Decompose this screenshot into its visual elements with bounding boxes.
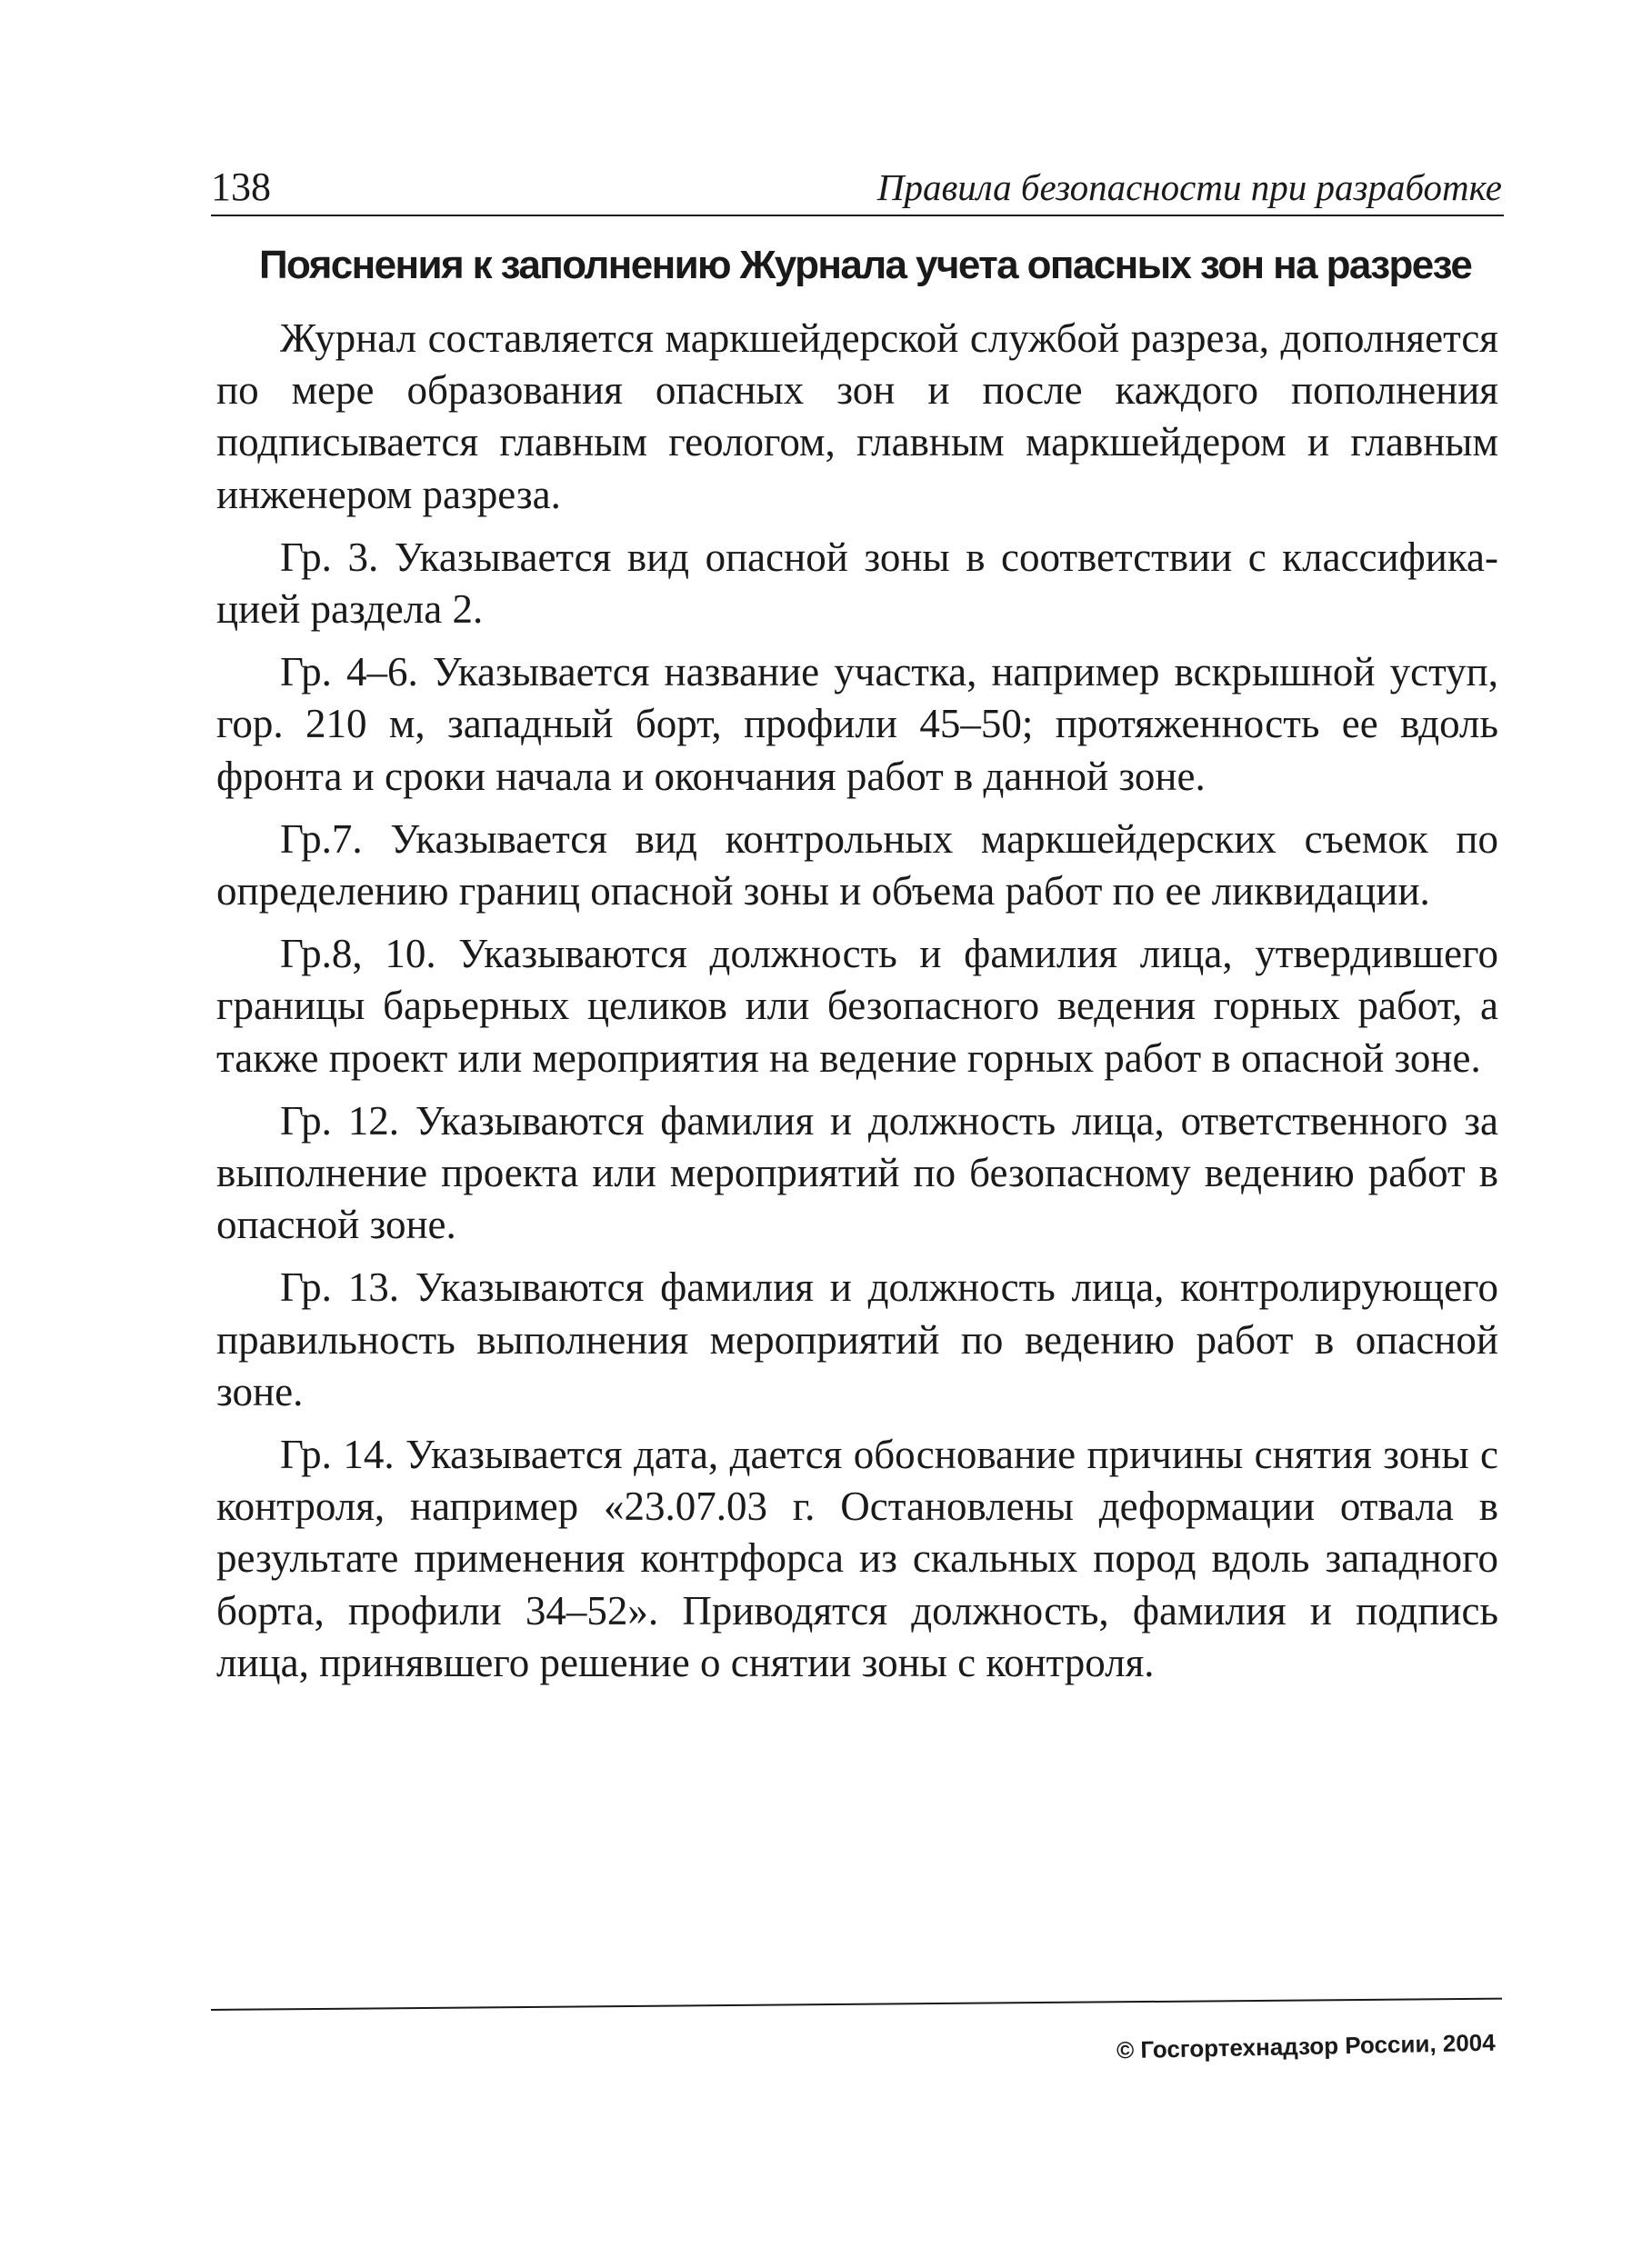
- paragraph-column-13: Гр. 13. Указываются фамилия и должность лица, контролирующего правильность выполнения мероприятий по ведению работ в опасной зоне.: [216, 1264, 1498, 1414]
- paragraph-columns-8-10: Гр.8, 10. Указываются должность и фамилия лица, утвердившего границы барьерных целиков или безопасного ведения горных работ, а также проект или мероприятия на ведение горных работ в опасной зоне.: [216, 931, 1498, 1081]
- paragraph-column-3: Гр. 3. Указывается вид опасной зоны в соответствии с классификацией раздела 2.: [216, 534, 1498, 633]
- copyright-notice: © Госгортехнадзор России, 2004: [1116, 2028, 1497, 2064]
- paragraph-column-14: Гр. 14. Указывается дата, дается обоснование причины снятия зоны с контроля, например «23.07.03 г. Остановлены деформации отвала в результате применения контрфорса из скальных пород вдоль западного борта, профили 34–52». Приводятся должность, фамилия и подпись лица, принявшего решение о снятии зоны с контроля.: [216, 1432, 1498, 1685]
- header-rule: [211, 215, 1504, 216]
- body-text: [216, 313, 1498, 1700]
- running-title: Правила безопасности при разработке: [876, 166, 1502, 208]
- page-number: 138: [211, 165, 271, 209]
- running-header: [211, 162, 1502, 216]
- section-heading: Пояснения к заполнению Журнала учета опасных зон на разрезе: [259, 243, 1472, 287]
- paragraph-column-12: Гр. 12. Указываются фамилия и должность лица, ответственного за выполнение проекта или мероприятий по безопасному ведению работ в опасной зоне.: [216, 1097, 1498, 1248]
- paragraph-columns-4-6: Гр. 4–6. Указывается название участка, например вскрышной уступ, гор. 210 м, западный борт, профили 45–50; протяженность ее вдоль фронта и сроки начала и окончания работ в данной зоне.: [216, 649, 1498, 799]
- paragraph-column-7: Гр.7. Указывается вид контрольных маркшейдерских съемок по определению границ опасной зоны и объема работ по ее ликвидации.: [216, 815, 1498, 914]
- paragraph-journal-intro: Журнал составляется маркшейдерской службой разреза, дополняется по мере образования опасных зон и после каждого пополнения подписывается главным геологом, главным маркшейдером и главным инженером разреза.: [216, 315, 1498, 517]
- footer-rule: [211, 1998, 1502, 2011]
